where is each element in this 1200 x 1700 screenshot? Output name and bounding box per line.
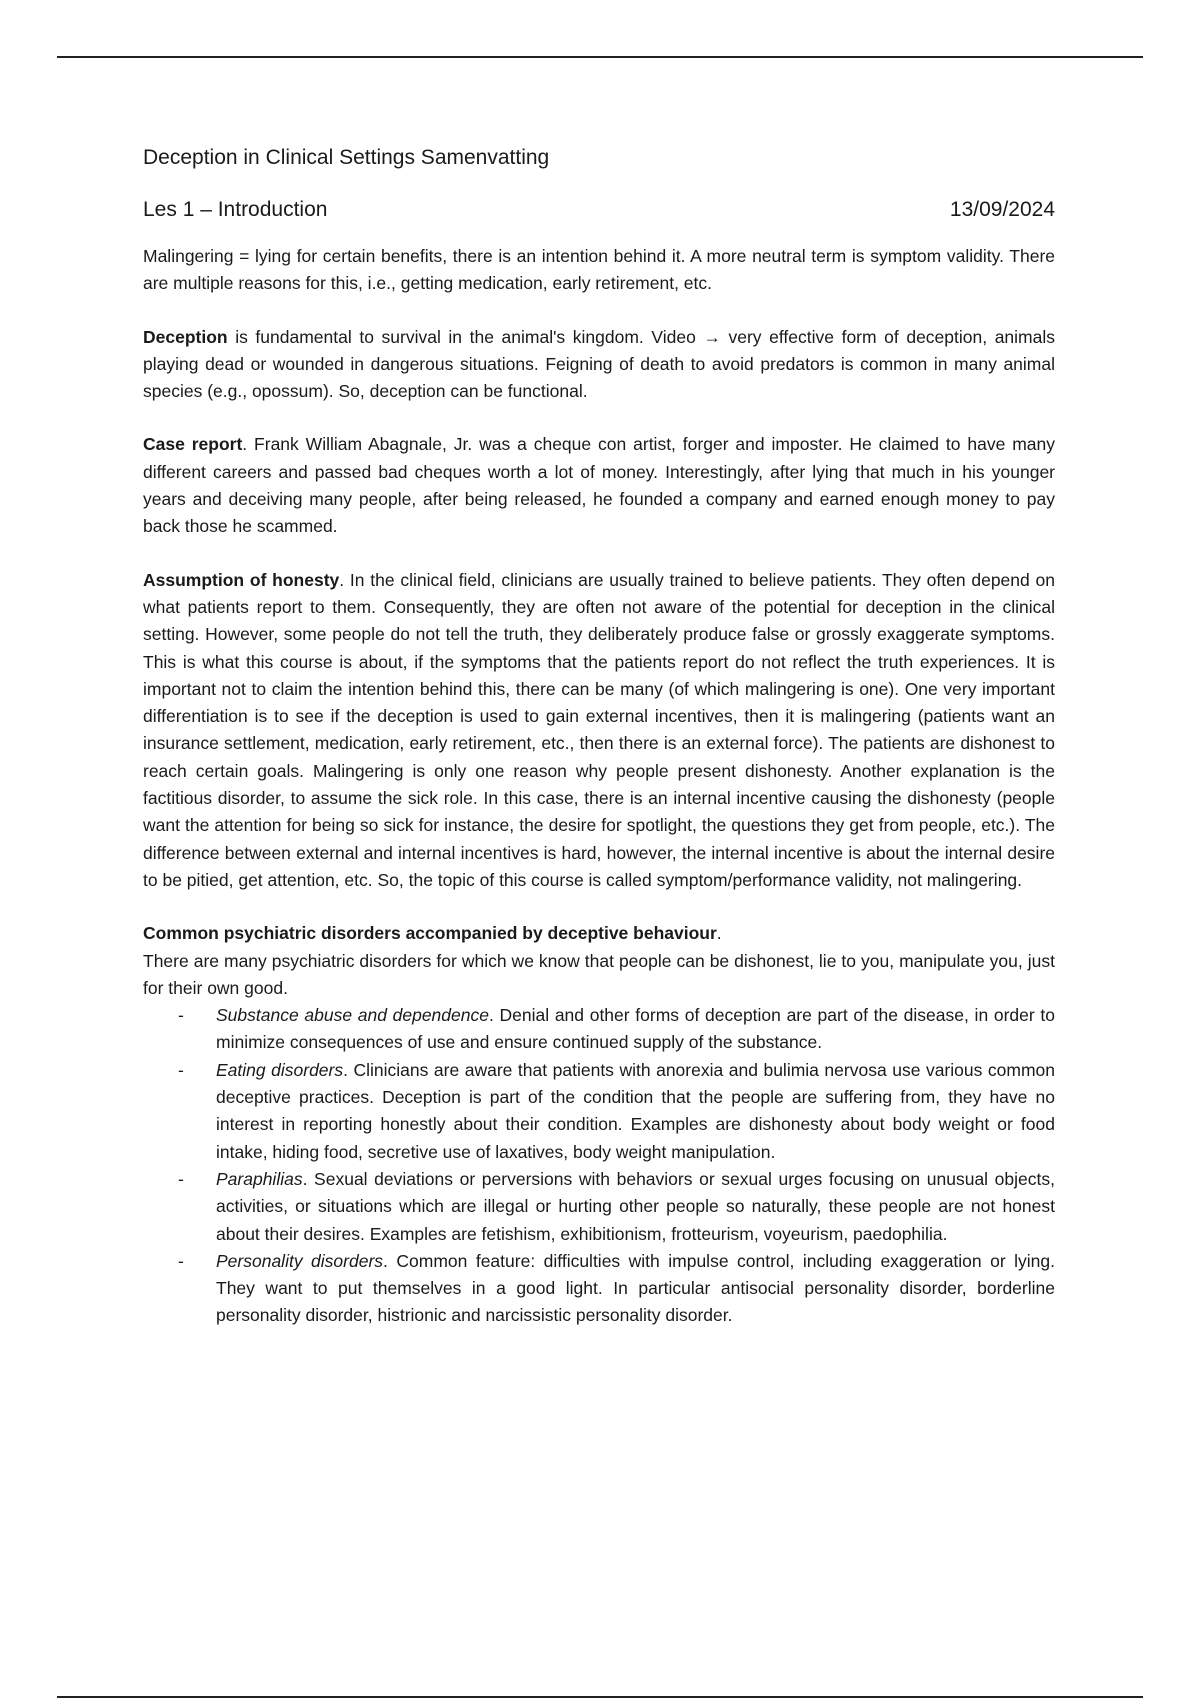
common-disorders-heading-text: Common psychiatric disorders accompanied by deceptive behaviour — [143, 923, 717, 944]
disorder-text: . Denial and other forms of deception are part of the disease, in order to minimize consequences of use and ensure continued supply of the substance. — [216, 1005, 1055, 1053]
deception-heading: Deception — [143, 326, 228, 347]
disorder-term: Paraphilias — [216, 1168, 303, 1189]
paragraph-malingering: Malingering = lying for certain benefits, there is an intention behind it. A more neutral term is symptom validity. There are multiple reasons for this, i.e., getting medication, early retirement, etc. — [143, 246, 1055, 294]
lecture-header — [143, 194, 1055, 226]
disorder-text: . Clinicians are aware that patients with anorexia and bulimia nervosa use various common deceptive practices. Deception is part of the condition that the people are suffering from, they have no interest in reporting honestly about their condition. Examples are dishonesty about body weight or food intake, hiding food, secretive use of laxatives, body weight manipulation. — [216, 1059, 1055, 1162]
header-rule — [57, 56, 1143, 58]
bullet-dash: - — [178, 1168, 184, 1189]
bullet-dash: - — [178, 1005, 184, 1026]
disorders-list — [143, 1002, 1055, 1330]
disorder-term: Eating disorders — [216, 1059, 344, 1080]
list-item — [178, 1057, 1055, 1166]
footer-rule — [57, 1696, 1143, 1698]
disorder-text: . Sexual deviations or perversions with behaviors or sexual urges focusing on unusual objects, activities, or situations which are illegal or hurting other people so naturally, these people are not honest about their desires. Examples are fetishism, exhibitionism, frotteurism, voyeurism, paedophilia. — [216, 1168, 1055, 1244]
paragraph-deception — [143, 324, 1055, 406]
lecture-date: 13/09/2024 — [949, 198, 1055, 221]
case-report-text: . Frank William Abagnale, Jr. was a cheque con artist, forger and imposter. He claimed to have many different careers and passed bad cheques worth a lot of money. Interestingly, after lying that much in his younger years and deceiving many people, after being released, he founded a company and earned enough money to pay back those he scammed. — [143, 434, 1055, 537]
common-disorders-heading — [143, 923, 717, 943]
common-disorders-intro: There are many psychiatric disorders for which we know that people can be dishonest, lie to you, manipulate you, just for their own good. — [143, 950, 1055, 998]
assumption-heading: Assumption of honesty — [143, 569, 340, 590]
list-item — [178, 1002, 1055, 1057]
bullet-dash: - — [178, 1059, 184, 1080]
paragraph-common-disorders — [143, 920, 1055, 1002]
disorder-term: Substance abuse and dependence — [216, 1005, 489, 1026]
case-report-heading: Case report — [143, 434, 243, 455]
assumption-text: . In the clinical field, clinicians are usually trained to believe patients. They often depend on what patients report to them. Consequently, they are often not aware of the potential for deception in the clinical setting. However, some people do not tell the truth, they deliberately produce false or grossly exaggerate symptoms. This is what this course is about, if the symptoms that the patients report do not reflect the truth experiences. It is important not to claim the intention behind this, there can be many (of which malingering is one). One very important differentiation is to see if the deception is used to gain external incentives, then it is malingering (patients want an insurance settlement, medication, early retirement, etc., then there is an external force). The patients are dishonest to reach certain goals. Malingering is only one reason why people present dishonesty. Another explanation is the factitious disorder, to assume the sick role. In this case, there is an internal incentive causing the dishonesty (people want the attention for being so sick for instance, the desire for spotlight, the questions they get from people, etc.). The difference between external and internal incentives is hard, however, the internal incentive is about the internal desire to be pitied, get attention, etc. So, the topic of this course is called symptom/performance validity, not malingering. — [143, 569, 1055, 890]
common-disorders-heading-period: . — [716, 923, 722, 944]
disorder-text: . Common feature: difficulties with impulse control, including exaggeration or lying. They want to put themselves in a good light. In particular antisocial personality disorder, borderline personality disorder, histrionic and narcissistic personality disorder. — [216, 1250, 1056, 1326]
deception-text: is fundamental to survival in the animal's kingdom. Video → very effective form of deception, animals playing dead or wounded in dangerous situations. Feigning of death to avoid predators is common in many animal species (e.g., opossum). So, deception can be functional. — [143, 326, 1055, 402]
document-title: Deception in Clinical Settings Samenvatting — [143, 146, 550, 169]
paragraph-assumption-of-honesty — [143, 567, 1055, 895]
lecture-title: Les 1 – Introduction — [143, 198, 328, 221]
disorder-term: Personality disorders — [216, 1250, 384, 1271]
paragraph-case-report — [143, 431, 1055, 540]
list-item — [178, 1248, 1056, 1330]
bullet-dash: - — [178, 1250, 184, 1271]
document-page — [143, 142, 1055, 1330]
list-item — [178, 1166, 1055, 1248]
